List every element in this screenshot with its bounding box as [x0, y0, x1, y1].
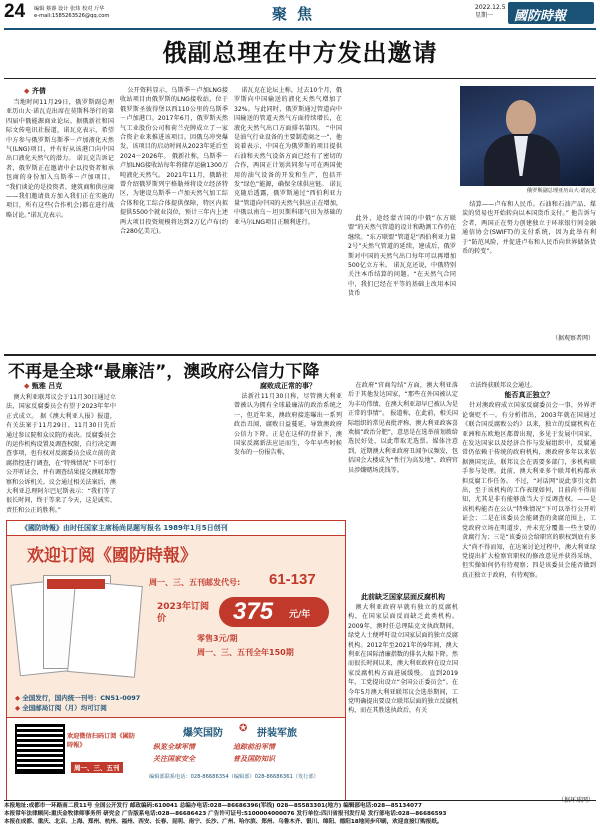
article-1-source: （据观察者网） [551, 335, 594, 342]
section-divider [4, 354, 596, 356]
article-2-col-3 [348, 381, 458, 591]
article-1-col-2 [120, 86, 228, 352]
ad-price: 375 [233, 598, 274, 625]
masthead-text: 國防時報 [514, 9, 567, 24]
article-2-col-3b-text: 澳大利亚政府早就有独立的反腐机构，在国家层面反而缺乏此类机构。2009年，澳时任总理陆克文执政期间，绿党人士便呼吁设立国家层面的独立反腐机构。2012年至2021年的9年间，澳大利亚在国际清廉指数的排名大幅下降。然而很长时间以来，澳大利亚政府在设立国家反腐机构方面进展缓慢。 直到2019年，工党提出设立“全国公正委员会”。在今年5月澳大利亚联邦议会选举期间，工党明确提出要设立联邦层面的独立反腐机构，而在其胜选执政后，有关 [348, 604, 458, 715]
ad-welcome: 欢迎订阅《國防時報》 [27, 546, 197, 566]
ad-bullets [15, 693, 215, 713]
ad-retail-label: 零售3元/期 [197, 634, 238, 643]
photo-caption: 俄罗斯副总理亚历山大·诺瓦克 [526, 188, 596, 194]
footer-line-1: 本报地址:成都市一环路南二段11号 全国公开发行 邮政编码:610041 总编办电话:028—86686396(军线) 028—85583301(地方) 编辑部电话:028—85134077 [4, 803, 422, 809]
article-1-col-4a [348, 86, 390, 214]
article-2-col-2b [234, 381, 342, 515]
byline-marker-icon: ◆ [24, 382, 30, 390]
bullet-icon: ◆ [15, 694, 20, 702]
ad-bottom-panel [7, 717, 345, 801]
couplet-4: 普及国防知识 [233, 755, 275, 763]
article-1-byline [24, 86, 46, 96]
staff-line: 编辑 蔡睿 设计 张炜 校对 斤华 [34, 6, 105, 12]
ad-weekly-label: 周一、三、五刊全年150期 [197, 648, 294, 657]
issue-date: 2022.12.5 [475, 4, 506, 11]
ad-banner-text: 《國防時報》由时任国家主席杨尚昆题写报名 1989年1月5日创刊 [21, 524, 228, 532]
couplet-2: 追踪前沿军情 [233, 743, 275, 751]
article-1-col-1-text: 当地时间11月29日，俄罗斯副总理亚历山大·诺瓦克出席在莫斯科举行的第四届中俄能源商业论坛。据俄新社和国际文传电讯社报道，诺瓦克表示，希望中方参与俄罗斯乌斯季－卢加液化天然气(LNG)项目，并有好从该港口向中国出口液化天然气的潜力。 诺瓦克告诉记者，俄罗斯正在邀请中企以投资者和承包商的身份加入乌斯季－卢加项目。 “我们谈论的是投资者、建筑商和供应商——我们邀请贵方加入我们正在实施的项目，所有这些(合作机会)都在进行战略讨论。”诺瓦克表示。 [6, 99, 114, 219]
bullet-icon: ◆ [15, 704, 20, 712]
article-1-col-4 [348, 214, 456, 352]
headline-rule [4, 78, 596, 79]
ad-bullet-2: 全国邮局订阅（月）均可订阅 [22, 704, 107, 712]
article-1-col-3-text: 诺瓦克在论坛上称，过去10个月，俄罗斯向中国输送的液化天然气增加了32%。与此同时，俄罗斯通过管道向中国输送的管道天然气方面持续增长，在液化天然气出口方面排名第四。 “中国是油气行业设备的主要制造商之一”，他说着表示，中国在为俄罗斯的项目提供石油和天然气设备方面已经有了密切的合作，两国正计划共同参与可在两国使用的油气设备的开发和生产，包括开发“绿色”能源，确保全球供应链。 诺瓦克随后透露，俄罗斯通过“西伯利亚力量”管道向中国的天然气供应正在增加，中俄以南乌－坦贝斯科耶气田为基础的亚马尔LNG项目正顺利进行。 [234, 87, 342, 226]
section-title: 聚焦 [272, 5, 323, 23]
qr-label-1: 欢迎微信扫码订阅《國防時報》 [67, 733, 136, 749]
subscription-ad [6, 520, 346, 801]
article-2-col-2 [120, 381, 228, 515]
article-1-photo [460, 86, 594, 186]
byline-marker-icon: ◆ [24, 87, 30, 95]
article-1-headline: 俄副总理在中方发出邀请 [162, 39, 438, 67]
article-2-col-1-text: 澳大利亚联邦议会于11月30日通过立法，国家反腐委员会有望于2023年年中正式成立。 据《澳大利亚人报》报道，有关法案于11月29日、11月30日先后通过参议院和众议院的表决。反腐委员会的运作机构设置及调查权限，自行决定调查事项，也有权对反腐委员会成立前的贪腐指控进行调查，在“特殊情况”下可举行公开听证会，并有调查结果提交澳联邦警察和公诉机关。议会通过相关法案后，澳大利亚总理阿尔巴尼斯表示：“我们等了很长时间，终于等来了今天，这是诚实、责任和公正的胜利。” [6, 394, 116, 514]
article-2-col-4-text: 立法终获联邦议会通过。 [469, 382, 537, 389]
page-header [0, 0, 600, 30]
subhead-2: 此前缺乏国家层面反腐机构 [361, 593, 445, 601]
article-1-col-5 [462, 200, 596, 330]
article-2-col-3b [348, 592, 458, 798]
ad-price-unit: 元/年 [289, 610, 311, 620]
ad-contact: 编辑部联系电话：028-86686354（编辑部）028-86686361（发行部） [149, 774, 319, 780]
article-1-col-4-text: 此外，途经蒙古国的中俄“东方联盟”的天然气管道的设计和勘测工作仍在继续。“东方联盟”管道是“西伯利亚力量2号”天然气管道的延续，建成后，俄罗斯对中国的天然气出口每年可以再增加500亿立方米。 诺瓦克还说，中俄特别关注本币结算的问题。“在天然气合同中，我们已经在平等的基础上改用本国货币 [348, 215, 456, 298]
masthead-logo [508, 2, 594, 24]
article-2-headline: 不再是全球“最廉洁”，澳政府公信力下降 [8, 362, 320, 382]
email: e-mail:1585263526@qq.com [34, 13, 110, 19]
article-1-col-5-text: 结算——卢布和人民币。石油和石油产品、煤炭的贸易也开始转向以本国货币支付。” 他告诉与会者，两国正在努力创建独立于环球银行间金融通信协会(SWIFT)的支付系统，因为此举有利于“防范风险，并促进卢布和人民币向世界储备货币的转变”。 [462, 201, 596, 256]
subhead-3: 能否真正独立？ [504, 391, 554, 400]
qr-code[interactable] [15, 724, 65, 774]
couplet-1: 纵览全球军情 [153, 743, 195, 751]
article-1-col-2-text: 公开资料显示，乌斯季－卢加LNG接收站项目由俄罗斯的LNG接收站，位于俄罗斯圣彼得堡以西110公里的乌斯季－卢加港口。2017年6月，俄罗斯天然气工业股份公司和荷兰壳牌成立了一家合资企业来推进该项目。因俄乌冲突爆发，该项目的启动时间从2023年延后至2024－2026年。 俄新社称，乌斯季－卢加LNG接收站每年将储存运输1300万吨液化天然气。 2021年11月，俄路社曾介绍俄罗斯列宁格勒州将设立经济特区，为建设乌斯季－卢加天然气加工综合体和化工综合体提供保障，特区内拟提供5500个就业岗位，预计三年内上述两大项目投资规模将达到2万亿卢布(约合280亿美元)。 [120, 87, 228, 236]
newspaper-icon [67, 580, 143, 678]
article-2-col-4 [462, 381, 596, 798]
subhead-1: 腐败成正常的事？ [260, 382, 316, 390]
article-2-byline [24, 381, 62, 391]
article-1-col-1 [6, 98, 114, 352]
couplet-3: 关注国家安全 [153, 755, 195, 763]
page-number: 24 [4, 1, 26, 22]
qr-label-2: 周一、三、五刊 [71, 762, 123, 773]
footer-line-3: 本报在成都、重庆、北京、上海、郑州、杭州、福州、西安、长春、昆明、南宁、长沙、广州、哈尔滨、郑州、乌鲁木齐、银川、绵阳、德阳18地同步印刷，欢迎直接订购报纸。 [4, 819, 443, 825]
issue-weekday: 星期一 [475, 12, 494, 19]
photo-person-head-icon [506, 100, 536, 136]
ad-bullet-1: 全国发行，国内统一刊号：CN51-0097 [22, 694, 141, 702]
footer-rule [4, 800, 596, 801]
header-rule [4, 28, 596, 30]
byline-author: 齐倩 [31, 87, 46, 95]
article-2-col-4b-text: 针对澳政府成立国家反腐委员会一事，外界评论褒贬不一。有分析指出，2003年就在国通过《联合国反腐败公约》以来，独立的反腐机构在亚洲和东欧地区都曾出现，多见于发展中国家，在发达国家以及经济合作与发展组织中，反腐通常仍依赖于传统的政府机构，澳政府多年以来依据澳国宪法，联邦议会在需要多部门，多机构联手参与处理。此前，澳大利亚多个联邦机构都承担反腐工作任务。 不过，“对话网”说此事引文指出，至于该机构的工作表现如何，目前尚不得而知，尤其是非有能够放当大于反调查权。——是该机构能否在公认“特殊情况”下可以举行公开听证会；二是在该委员会能调查的贪腐范围上，工党政府立场在明道步，并未充分覆盖一些主要的贪腐行为；三是“该委员会给职官的职权到底有多大”尚不得而知，在达案讨论过程中，澳大利亚绿党提出扩大检察官职权的修改意见并获得采纳，但实操如何仍有待观察；四是该委员会能否做到真正独立于政府，有待观察。 [462, 402, 596, 579]
footer-line-2: 本报常年法律顾问:重庆金牧律师事务所 研究会 广告版系电话:028—86686423 广告许可证号:5100004000076 发行单位:四川省报刊发行局 发行部电话:028—86686593 [4, 811, 447, 817]
ad-price-badge [219, 597, 329, 627]
ad-postal-code: 61-137 [269, 571, 316, 588]
ad-newspaper-stack [15, 571, 139, 691]
article-1-col-3 [234, 86, 342, 352]
byline-author: 甄雅 吕克 [31, 382, 63, 390]
newspaper-masthead-icon [47, 579, 105, 589]
slogan-star-icon: ✪ [239, 723, 248, 734]
ad-banner [7, 521, 345, 536]
article-2-col-3-text: 在政府“官商勾结”方面，澳大利亚落后于其他发达国家，“那些在外国被认定为丰功伟绩、在澳大利亚却早已被认为是正常的事情”。 报道称，在此前，相关国际组织的常见表批评称，澳大利亚政客喜欢搞“政治分肥”，意思是在选举前划拨给选民好处，以此带取无选票。媒体注意到，近期澳大利亚政府丑闻争议频发，包括国会大楼成为“性行为高发地”、政府官员涉嫌赌场洗钱等。 [348, 382, 458, 474]
article-2-col-2b-text: 法新社11月30日称，尽管澳大利亚曾被认为拥有全球最廉洁的政治系统之一，但近年来，澳政府接连曝出一系列政治丑闻，腐败日益蔓延，导致澳政府公信力下降。正是在这样的背景下，澳国家反腐新法应运而生，今年早些时候发布的一份报告称， [234, 393, 342, 457]
ad-price-label: 2023年订阅价 [157, 602, 210, 624]
slogan-left: 爆笑国防 [183, 728, 223, 739]
article-2-col-1 [6, 393, 116, 515]
ad-issue-days: 周一、三、五刊邮发代号: [149, 578, 241, 587]
slogan-right: 拼装军旅 [257, 728, 297, 739]
footer [4, 802, 596, 828]
